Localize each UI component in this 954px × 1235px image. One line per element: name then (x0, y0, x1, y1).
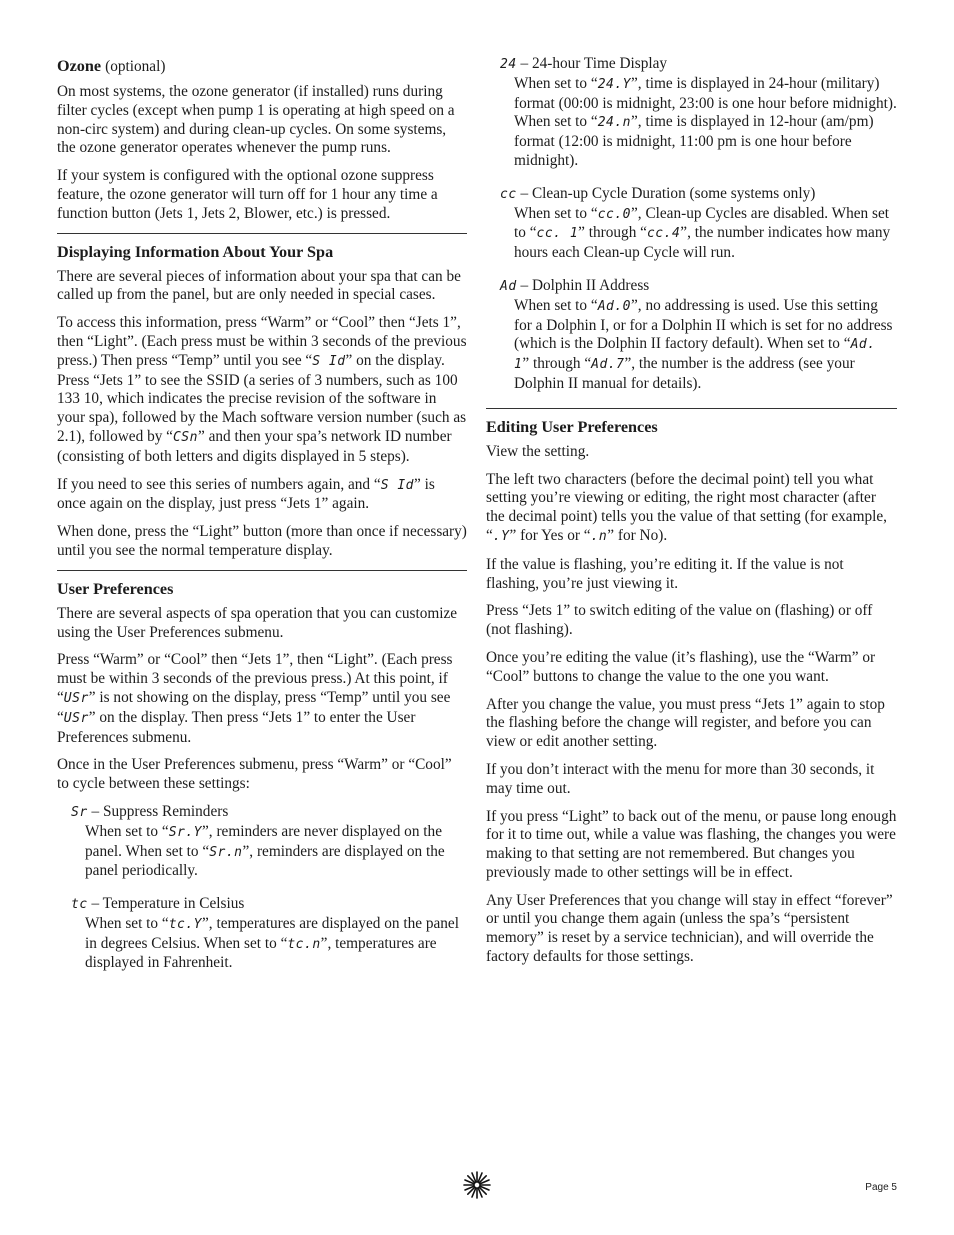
section-divider (57, 233, 467, 234)
lcd-code: Ad.7 (591, 357, 625, 373)
lcd-code: Sr.Y (168, 824, 202, 840)
text-run: When set to “ (514, 204, 598, 222)
ozone-heading (57, 56, 467, 77)
text-run: ” on the display. Press “Jets 1” to see the SSID (a series of 3 numbers, such as 100 133 10, which indicates the precise revision of the software in your spa), followed by the Mach software version number (such as 2.1), followed by “ (57, 351, 467, 445)
lcd-code: USr (63, 690, 89, 706)
lcd-code: cc. 1 (536, 226, 579, 242)
text-run: When set to “ (514, 74, 598, 92)
setting-head (500, 185, 897, 205)
setting-title: – Dolphin II Address (516, 276, 650, 294)
display-info-paragraph-2 (57, 314, 467, 466)
text-run: To access this information, press “Warm” or “Cool” then “Jets 1”, then “Light”. (Each press must be within 3 seconds of the previous press.) Then press “Temp” until you see “ (57, 314, 467, 369)
setting-body (500, 75, 897, 171)
editing-paragraph-3: If the value is flashing, you’re editing it. If the value is not flashing, you’re just viewing it. (486, 555, 844, 592)
starburst-logo-icon (463, 1171, 491, 1199)
user-prefs-paragraph-3: Once in the User Preferences submenu, press “Warm” or “Cool” to cycle between these settings: (57, 756, 452, 793)
text-run: ” is not showing on the display, press “Temp” until you see “ (57, 688, 451, 726)
lcd-code: Ad.0 (597, 298, 631, 314)
lcd-code: S Id (312, 353, 346, 369)
setting-24-hour-time (500, 55, 897, 171)
lcd-code: CSn (172, 429, 198, 445)
ozone-paragraph-2: If your system is configured with the optional ozone suppress feature, the ozone generator will turn off for 1 hour any time a function button (Jets 1, Jets 2, Blower, etc.) is pressed. (57, 167, 438, 222)
lcd-code: .n (590, 528, 608, 544)
lcd-code: Sr.n (209, 844, 243, 860)
ozone-optional: (optional) (105, 58, 166, 75)
lcd-code: Ad. 1 (514, 337, 876, 373)
text-run: ”, no addressing is used. Use this setting for a Dolphin I, or for a Dolphin II which is set for no address (which is the Dolphin II factory default). When set to “ (514, 296, 893, 353)
editing-paragraph-2 (486, 471, 897, 547)
text-run: When set to “ (85, 822, 169, 840)
editing-paragraph-1: View the setting. (486, 442, 590, 460)
setting-suppress-reminders (71, 803, 467, 881)
text-run: When set to “ (85, 914, 169, 932)
setting-title: – Temperature in Celsius (87, 895, 245, 913)
lcd-code: cc.0 (597, 206, 631, 222)
editing-paragraph-4: Press “Jets 1” to switch editing of the value on (flashing) or off (not flashing). (486, 602, 873, 639)
text-run: ”, reminders are displayed on the panel periodically. (85, 842, 445, 880)
lcd-code: tc.n (287, 936, 321, 952)
text-run: ” on the display. Then press “Jets 1” to enter the User Preferences submenu. (57, 708, 416, 746)
editing-paragraph-6: After you change the value, you must press “Jets 1” again to stop the flashing before the change will register, and before you can view or edit another setting. (486, 695, 885, 751)
left-column (57, 56, 467, 987)
text-run: ” and then your spa’s network ID number (consisting of both letters and digits displayed in 5 steps). (57, 427, 452, 465)
lcd-code: .Y (492, 528, 510, 544)
setting-title: – Clean-up Cycle Duration (some systems only) (516, 184, 816, 202)
editing-paragraph-9: Any User Preferences that you change will stay in effect “forever” or until you change them again (unless the spa’s “persistent memory” is reset by a service technician), and will override the factory defaults for those settings. (486, 891, 893, 966)
display-info-paragraph-3 (57, 476, 467, 515)
text-run: ”, time is displayed in 24-hour (military) format (00:00 is midnight, 23:00 is one hour before midnight). When set to “ (514, 74, 897, 131)
text-run: ”, temperatures are displayed on the panel in degrees Celsius. When set to “ (85, 914, 459, 952)
ozone-paragraph-1: On most systems, the ozone generator (if installed) runs during filter cycles (except when pump 1 is operating at high speed on a non-circ system) and during clean-up cycles. On some systems, the ozone generator operates whenever the pump runs. (57, 83, 455, 157)
text-run: ”, the number indicates how many hours each Clean-up Cycle will run. (514, 224, 891, 262)
setting-body (71, 915, 467, 973)
setting-head (71, 803, 467, 823)
lcd-code: 24 (500, 57, 517, 72)
setting-temperature-celsius (71, 895, 467, 973)
text-run: ”, Clean-up Cycles are disabled. When set to “ (514, 204, 889, 242)
page-number: Page 5 (865, 1182, 897, 1193)
text-run: ” through “ (522, 355, 592, 373)
text-run: If you need to see this series of numbers again, and “ (57, 475, 381, 493)
user-prefs-paragraph-2 (57, 651, 467, 747)
display-info-paragraph-1: There are several pieces of information about your spa that can be called up from the panel, but are only needed in special cases. (57, 267, 461, 304)
setting-title: – Suppress Reminders (87, 802, 229, 820)
lcd-code: Ad (500, 278, 517, 294)
lcd-code: cc (500, 186, 517, 202)
lcd-code: S Id (380, 477, 414, 493)
lcd-code: Sr (71, 804, 88, 820)
setting-title: – 24-hour Time Display (516, 55, 668, 72)
user-prefs-heading: User Preferences (57, 579, 174, 598)
text-run: ”, the number is the address (see your Dolphin II manual for details). (514, 355, 855, 392)
text-run: ” through “ (578, 224, 647, 242)
text-run: ”, time is displayed in 12-hour (am/pm) format (12:00 is midnight, 11:00 pm is one hour before midnight). (514, 113, 874, 169)
editing-paragraph-7: If you don’t interact with the menu for more than 30 seconds, it may time out. (486, 760, 875, 797)
setting-body (500, 297, 897, 394)
setting-head (500, 55, 897, 75)
lcd-code: cc.4 (646, 226, 681, 242)
right-column (486, 55, 897, 976)
editing-heading: Editing User Preferences (486, 417, 658, 436)
lcd-code: 24.Y (597, 76, 631, 92)
display-info-paragraph-4: When done, press the “Light” button (more than once if necessary) until you see the normal temperature display. (57, 523, 467, 559)
text-run: ” for No). (607, 526, 668, 544)
text-run: Press “Warm” or “Cool” then “Jets 1”, then “Light”. (Each press must be within 3 seconds of the previous press.) At this point, if “ (57, 651, 453, 706)
editing-paragraph-8: If you press “Light” to back out of the menu, or pause long enough for it to time out, while a value was flashing, the changes you were making to that setting are not remembered. But changes you previously made to other settings will be in effect. (486, 807, 897, 881)
setting-cleanup-cycle (500, 185, 897, 263)
lcd-code: USr (63, 710, 89, 726)
text-run: ” is once again on the display, just press “Jets 1” again. (57, 475, 435, 513)
lcd-code: 24.n (597, 115, 631, 131)
lcd-code: tc.Y (168, 916, 202, 932)
text-run: ”, reminders are never displayed on the panel. When set to “ (85, 822, 442, 860)
text-run: ” for Yes or “ (509, 526, 591, 544)
setting-body (500, 205, 897, 263)
text-run: ”, temperatures are displayed in Fahrenheit. (85, 934, 437, 972)
text-run: The left two characters (before the decimal point) tell you what setting you’re viewing or editing, the right most character (after the decimal point) tells you the value of that setting (for example, “ (486, 470, 887, 544)
setting-head (500, 277, 897, 297)
setting-body (71, 823, 467, 881)
display-info-heading: Displaying Information About Your Spa (57, 242, 334, 261)
setting-dolphin-address (500, 277, 897, 394)
ozone-title: Ozone (57, 57, 102, 75)
lcd-code: tc (71, 897, 88, 913)
editing-paragraph-5: Once you’re editing the value (it’s flashing), use the “Warm” or “Cool” buttons to change the value to the one you want. (486, 648, 876, 685)
user-prefs-paragraph-1: There are several aspects of spa operation that you can customize using the User Preferences submenu. (57, 604, 458, 641)
section-divider (486, 408, 897, 409)
section-divider (57, 570, 467, 571)
setting-head (71, 895, 467, 915)
text-run: When set to “ (514, 296, 598, 314)
